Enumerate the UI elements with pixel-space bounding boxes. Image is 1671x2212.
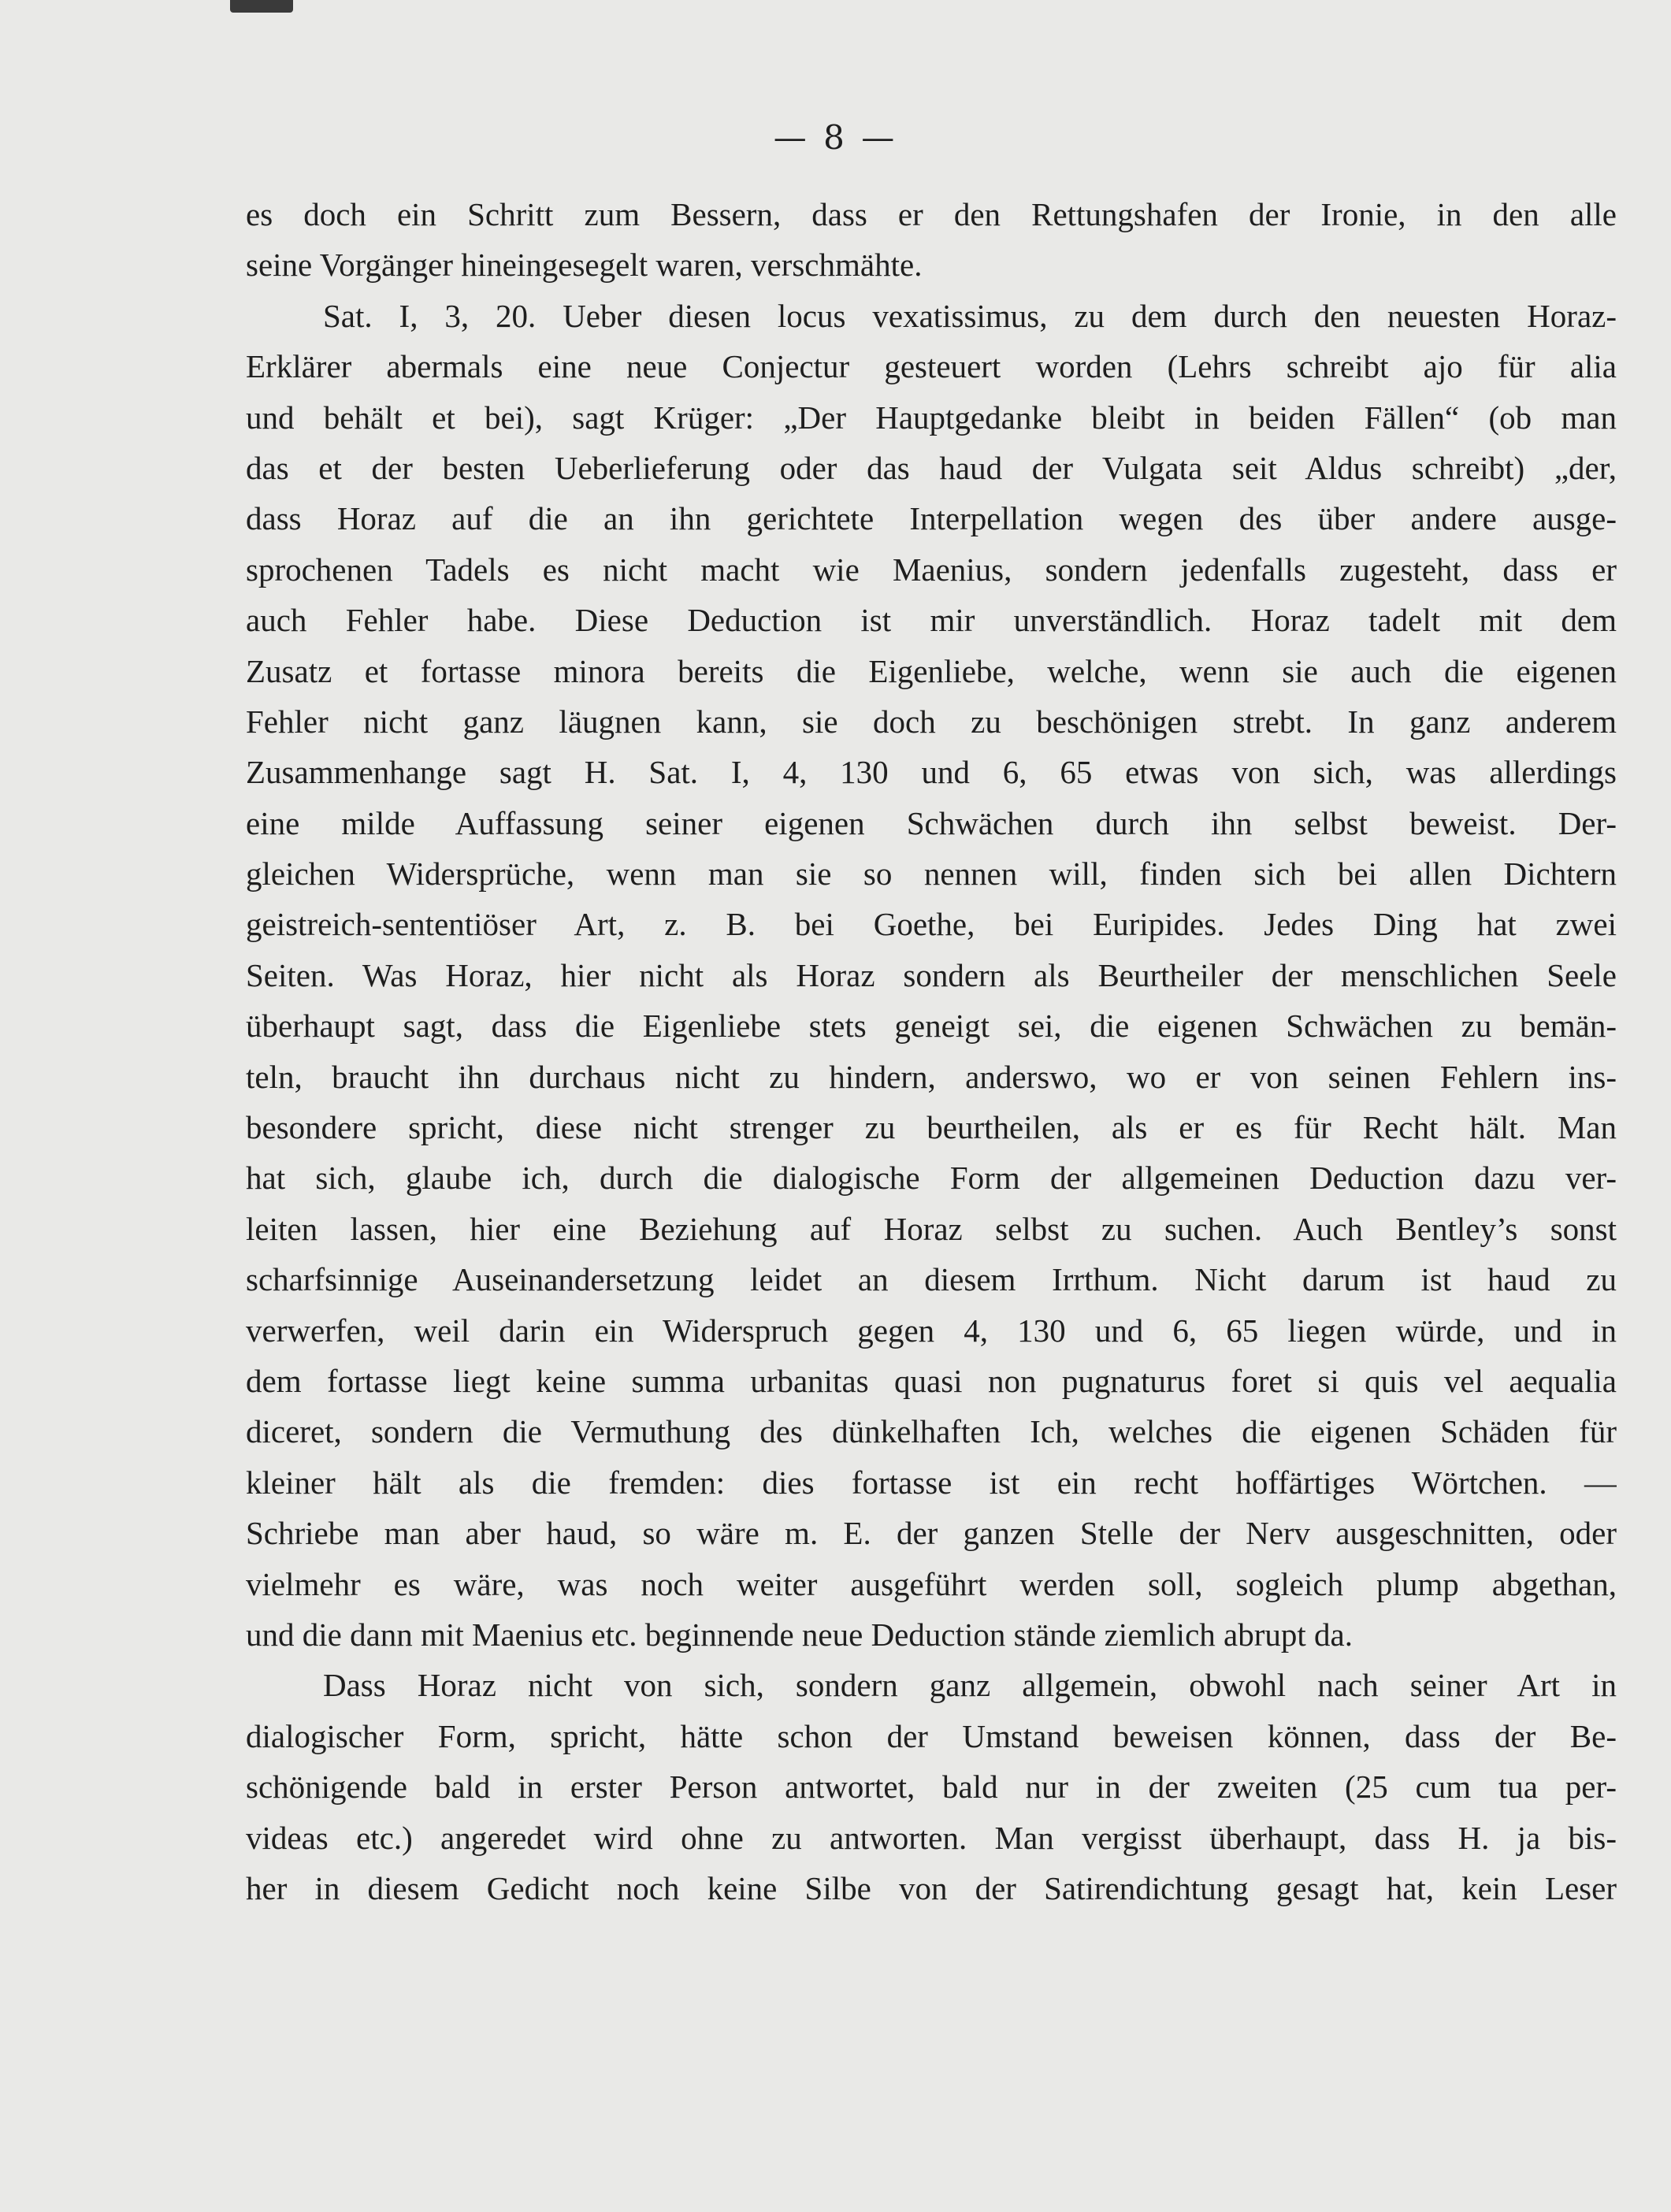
text-line: kleiner hält als die fremden: dies fortasse ist ein recht hoffärtiges Wörtchen. — xyxy=(246,1464,1617,1501)
text-line: her in diesem Gedicht noch keine Silbe von der Satirendichtung gesagt hat, kein Leser xyxy=(246,1869,1617,1906)
text-line: es doch ein Schritt zum Bessern, dass er den Rettungshafen der Ironie, in den alle xyxy=(246,196,1617,232)
text-line: besondere spricht, diese nicht strenger zu beurtheilen, als er es für Recht hält. Man xyxy=(246,1109,1617,1146)
text-line: verwerfen, weil darin ein Widerspruch gegen 4, 130 und 6, 65 liegen würde, und in xyxy=(246,1312,1617,1349)
text-line: Fehler nicht ganz läugnen kann, sie doch zu beschönigen strebt. In ganz anderem xyxy=(246,703,1617,740)
body-text xyxy=(246,189,1617,1913)
text-line: scharfsinnige Auseinandersetzung leidet an diesem Irrthum. Nicht darum ist haud zu xyxy=(246,1261,1617,1298)
text-line: sprochenen Tadels es nicht macht wie Maenius, sondern jedenfalls zugesteht, dass er xyxy=(246,551,1617,588)
text-line: Sat. I, 3, 20. Ueber diesen locus vexatissimus, zu dem durch den neuesten Horaz- xyxy=(323,297,1617,334)
text-line: leiten lassen, hier eine Beziehung auf Horaz selbst zu suchen. Auch Bentley’s sonst xyxy=(246,1210,1617,1247)
text-line: Zusammenhange sagt H. Sat. I, 4, 130 und 6, 65 etwas von sich, was allerdings xyxy=(246,754,1617,791)
text-line: überhaupt sagt, dass die Eigenliebe stets geneigt sei, die eigenen Schwächen zu bemän- xyxy=(246,1008,1617,1045)
text-line: gleichen Widersprüche, wenn man sie so nennen will, finden sich bei allen Dichtern xyxy=(246,855,1617,893)
text-line: und die dann mit Maenius etc. beginnende neue Deduction stände ziemlich abrupt da. xyxy=(246,1616,1353,1653)
text-line: vielmehr es wäre, was noch weiter ausgeführt werden soll, sogleich plump abgethan, xyxy=(246,1565,1617,1602)
text-line: dass Horaz auf die an ihn gerichtete Interpellation wegen des über andere ausge- xyxy=(246,500,1617,537)
text-line: auch Fehler habe. Diese Deduction ist mir unverständlich. Horaz tadelt mit dem xyxy=(246,602,1617,639)
text-line: dem fortasse liegt keine summa urbanitas quasi non pugnaturus foret si quis vel aequalia xyxy=(246,1362,1617,1399)
text-line: eine milde Auffassung seiner eigenen Schwächen durch ihn selbst beweist. Der- xyxy=(246,804,1617,841)
text-line: hat sich, glaube ich, durch die dialogische Form der allgemeinen Deduction dazu ver- xyxy=(246,1160,1617,1197)
page-number: — 8 — xyxy=(773,118,898,157)
text-line: das et der besten Ueberlieferung oder das haud der Vulgata seit Aldus schreibt) „der, xyxy=(246,449,1617,486)
text-line: Erklärer abermals eine neue Conjectur gesteuert worden (Lehrs schreibt ajo für alia xyxy=(246,348,1617,385)
text-line: Seiten. Was Horaz, hier nicht als Horaz sondern als Beurtheiler der menschlichen Seele xyxy=(246,956,1617,993)
text-line: Schriebe man aber haud, so wäre m. E. der ganzen Stelle der Nerv ausgeschnitten, oder xyxy=(246,1515,1617,1552)
text-line: teln, braucht ihn durchaus nicht zu hindern, anderswo, wo er von seinen Fehlern ins- xyxy=(246,1058,1617,1095)
text-line: seine Vorgänger hineingesegelt waren, verschmähte. xyxy=(246,247,923,284)
text-line: und behält et bei), sagt Krüger: „Der Hauptgedanke bleibt in beiden Fällen“ (ob man xyxy=(246,399,1617,436)
text-line: geistreich-sententiöser Art, z. B. bei Goethe, bei Euripides. Jedes Ding hat zwei xyxy=(246,906,1617,943)
text-line: videas etc.) angeredet wird ohne zu antworten. Man vergisst überhaupt, dass H. ja bis- xyxy=(246,1819,1617,1856)
text-line: Zusatz et fortasse minora bereits die Eigenliebe, welche, wenn sie auch die eigenen xyxy=(246,652,1617,689)
text-line: dialogischer Form, spricht, hätte schon der Umstand beweisen können, dass der Be- xyxy=(246,1717,1617,1754)
scan-corner-mark xyxy=(230,0,293,13)
text-line: Dass Horaz nicht von sich, sondern ganz allgemein, obwohl nach seiner Art in xyxy=(323,1667,1617,1704)
text-line: diceret, sondern die Vermuthung des dünkelhaften Ich, welches die eigenen Schäden für xyxy=(246,1413,1617,1450)
text-line: schönigende bald in erster Person antwortet, bald nur in der zweiten (25 cum tua per- xyxy=(246,1768,1617,1806)
